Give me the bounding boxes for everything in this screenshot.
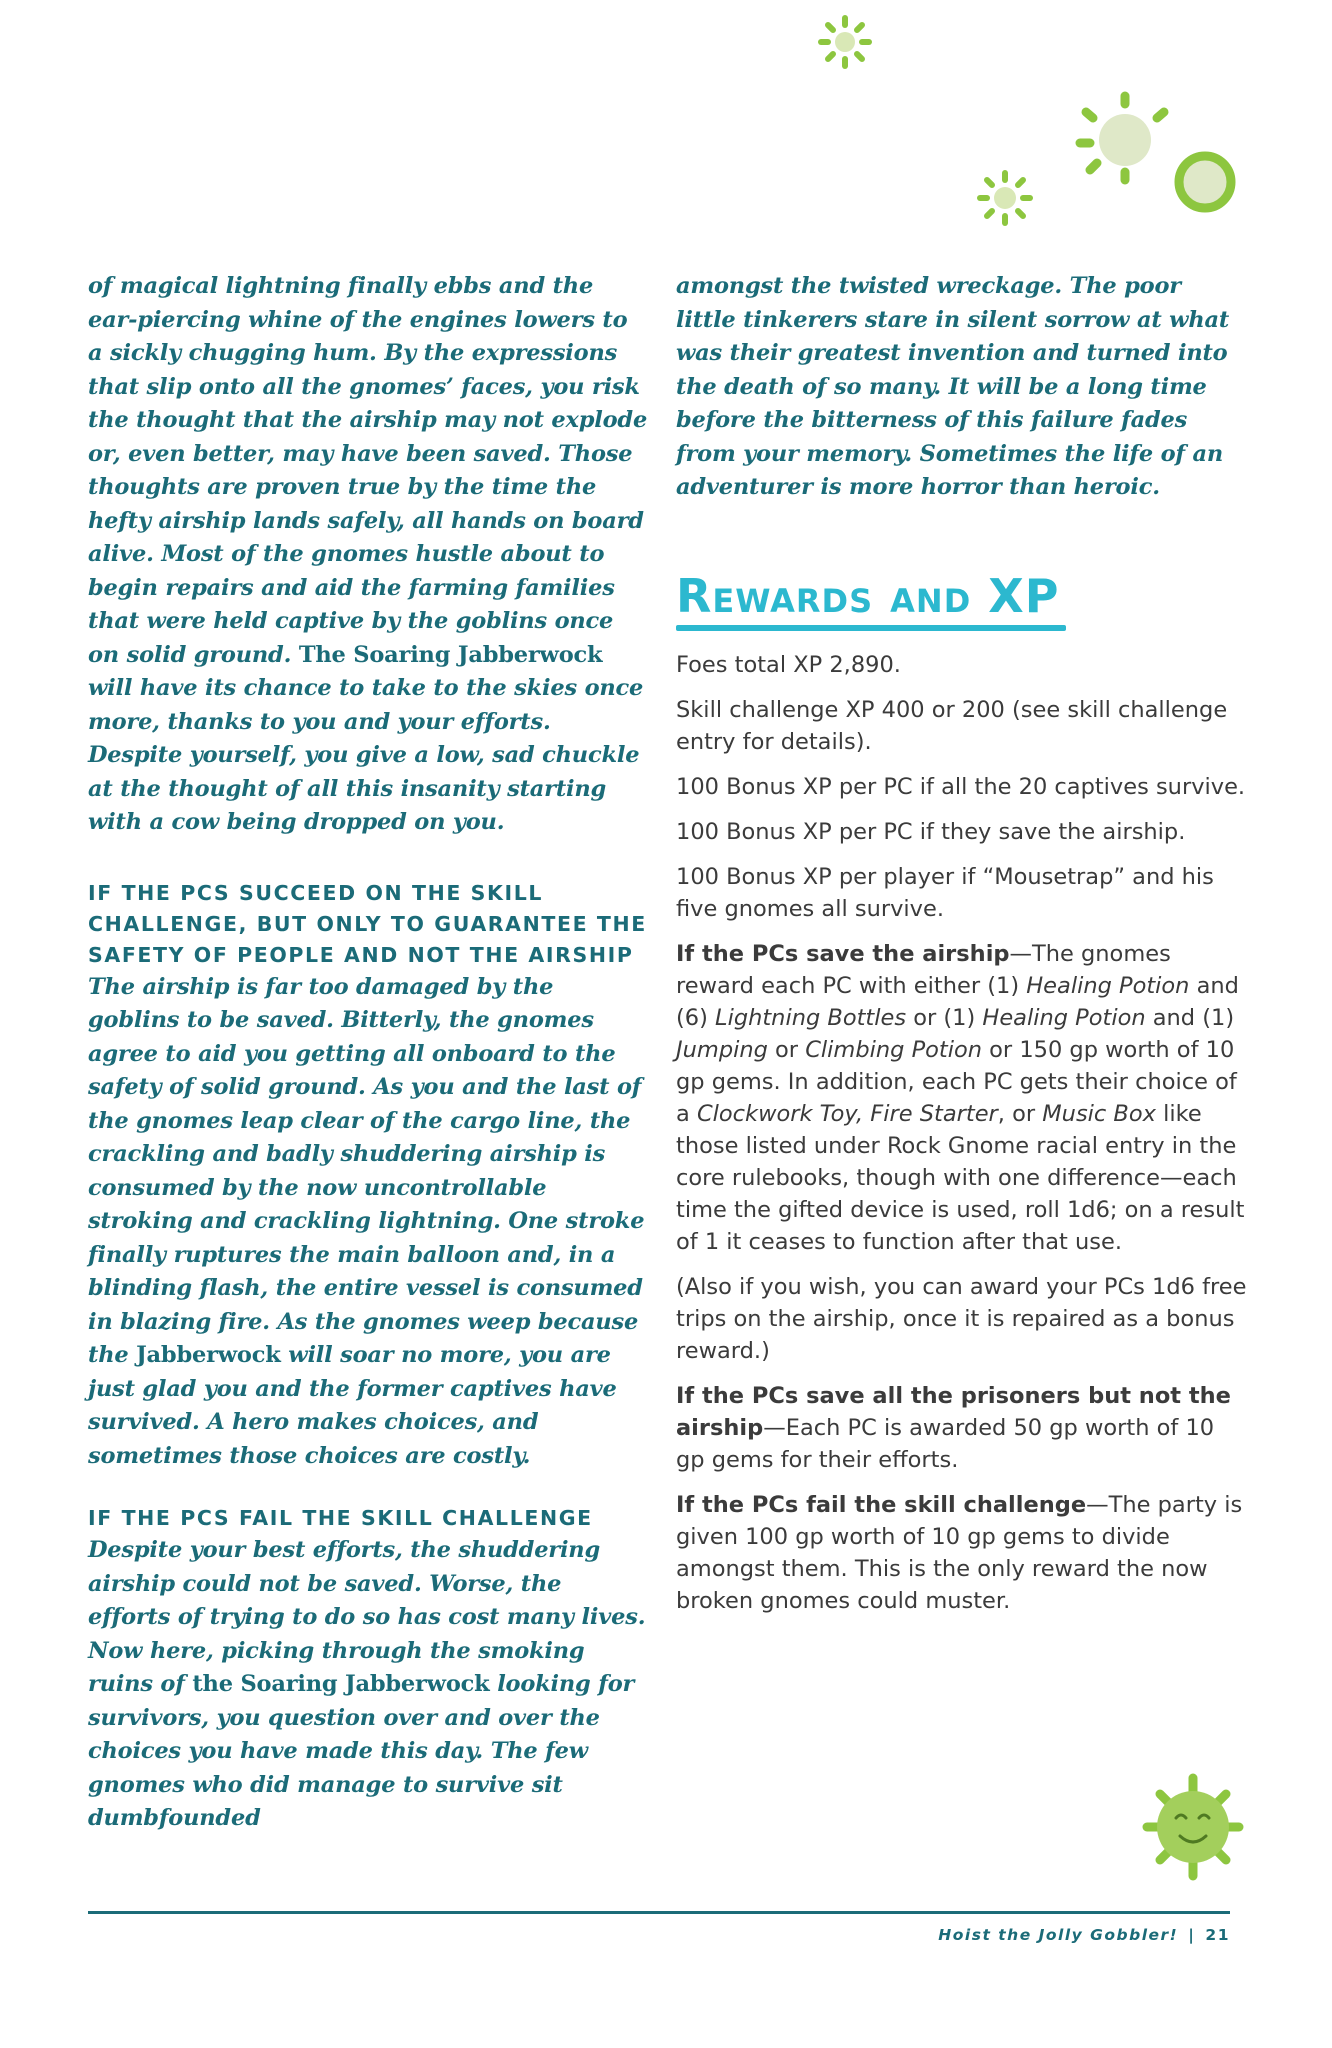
spore-small-mid-icon	[980, 173, 1030, 223]
section-header	[676, 569, 1248, 631]
heading-succeed-people-only: IF THE PCS SUCCEED ON THE SKILL CHALLENGE, BUT ONLY TO GUARANTEE THE SAFETY OF PEOPLE AND NOT THE AIRSHIP	[88, 880, 647, 967]
footer-separator: |	[1188, 1926, 1196, 1944]
reward-mousetrap-bonus: 100 Bonus XP per player if “Mousetrap” and his five gnomes all survive.	[676, 863, 1214, 922]
right-column	[676, 270, 1248, 1617]
reward-free-trips: (Also if you wish, you can award your PCs 1d6 free trips on the airship, once it is repaired as a bonus reward.)	[676, 1273, 1247, 1364]
germ-mascot-icon	[1147, 1778, 1239, 1876]
reward-captives-bonus: 100 Bonus XP per PC if all the 20 captives survive.	[676, 773, 1246, 800]
read-aloud-failure: Despite your best efforts, the shuddering airship could not be saved. Worse, the efforts of trying to do so has cost many lives. Now here, picking through the smoking ruins of the Soaring Jabberwock looking for survivors, you question over and over the choices you have made this day. The few gnomes who did manage to survive sit dumbfounded	[88, 1537, 646, 1831]
reward-prisoners-only: If the PCs save all the prisoners but not the airship—Each PC is awarded 50 gp worth of 10 gp gems for their efforts.	[676, 1382, 1231, 1473]
heading-fail-skill-challenge: IF THE PCS FAIL THE SKILL CHALLENGE	[88, 1506, 593, 1530]
spore-ring-icon	[1179, 156, 1231, 208]
reward-foes-xp: Foes total XP 2,890.	[676, 651, 901, 678]
read-aloud-airship-saved: of magical lightning finally ebbs and the ear-piercing whine of the engines lowers to a sickly chugging hum. By the expressions that slip onto all the gnomes’ faces, you risk the thought that the airship may not explode or, even better, may have been saved. Those thoughts are proven true by the time the hefty airship lands safely, all hands on board alive. Most of the gnomes hustle about to begin repairs and aid the farming families that were held captive by the goblins once on solid ground. The Soaring Jabberwock will have its chance to take to the skies once more, thanks to you and your efforts. Despite yourself, you give a low, sad chuckle at the thought of all this insanity starting with a cow being dropped on you.	[88, 273, 648, 835]
reward-save-airship: If the PCs save the airship—The gnomes reward each PC with either (1) Healing Potion and (6) Lightning Bottles or (1) Healing Potion and (1) Jumping or Climbing Potion or 150 gp worth of 10 gp gems. In addition, each PC gets their choice of a Clockwork Toy, Fire Starter, or Music Box like those listed under Rock Gnome racial entry in the core rulebooks, though with one difference—each time the gifted device is used, roll 1d6; on a result of 1 it ceases to function after that use.	[676, 940, 1245, 1255]
section-title: Rewards and XP	[676, 568, 1060, 623]
read-aloud-people-saved: The airship is far too damaged by the goblins to be saved. Bitterly, the gnomes agree to aid you getting all onboard to the safety of solid ground. As you and the last of the gnomes leap clear of the cargo line, the crackling and badly shuddering airship is consumed by the now uncontrollable stroking and crackling lightning. One stroke finally ruptures the main balloon and, in a blinding flash, the entire vessel is consumed in blazing fire. As the gnomes weep because the Jabberwock will soar no more, you are just glad you and the former captives have survived. A hero makes choices, and sometimes those choices are costly.	[88, 973, 645, 1469]
spore-small-top-icon	[821, 18, 869, 66]
footer-book-title: Hoist the Jolly Gobbler!	[938, 1926, 1179, 1944]
read-aloud-failure-continued: amongst the twisted wreckage. The poor little tinkerers stare in silent sorrow at what was their greatest invention and turned into the death of so many. It will be a long time before the bitterness of this failure fades from your memory. Sometimes the life of an adventurer is more horror than heroic.	[676, 273, 1230, 500]
page-number: 21	[1205, 1926, 1230, 1944]
left-column	[88, 270, 648, 1836]
footer-rule	[88, 1911, 1230, 1914]
reward-fail-challenge: If the PCs fail the skill challenge—The party is given 100 gp worth of 10 gp gems to divide amongst them. This is the only reward the now broken gnomes could muster.	[676, 1491, 1243, 1614]
spore-large-icon	[1080, 96, 1164, 180]
reward-skill-challenge-xp: Skill challenge XP 400 or 200 (see skill challenge entry for details).	[676, 696, 1228, 755]
section-title-underline	[676, 625, 1066, 631]
page-footer	[938, 1926, 1230, 1944]
reward-airship-bonus: 100 Bonus XP per PC if they save the airship.	[676, 818, 1186, 845]
